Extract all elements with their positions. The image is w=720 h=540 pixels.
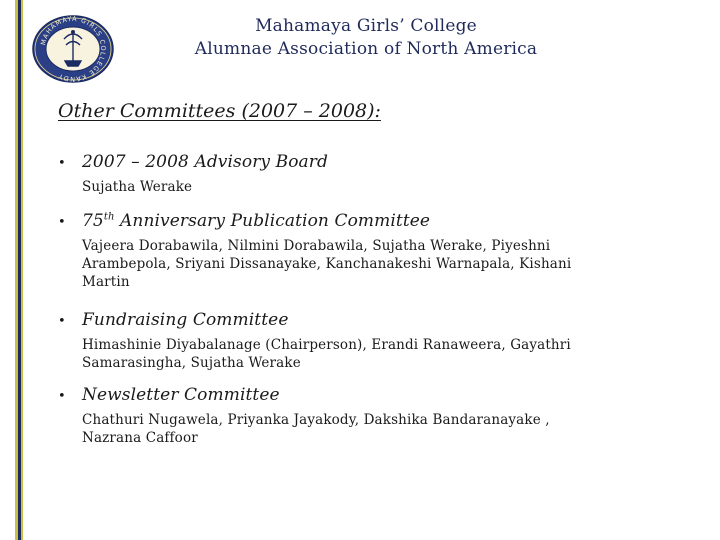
- committee-title: Newsletter Committee: [82, 385, 280, 405]
- title-ordinal-suffix: th: [103, 211, 115, 223]
- committee-anniversary-publication: [58, 211, 668, 291]
- committee-fundraising: [58, 310, 668, 372]
- bullet: •: [58, 314, 66, 329]
- committee-members: [82, 237, 668, 291]
- left-accent-bar-inner: [18, 0, 21, 540]
- header-association-name: Alumnae Association of North America: [194, 39, 538, 59]
- committee-members: [82, 336, 668, 372]
- committee-members: [82, 178, 668, 196]
- member-line: Nazrana Caffoor: [82, 430, 198, 446]
- committee-newsletter: [58, 385, 668, 447]
- bullet: •: [58, 389, 66, 404]
- member-line: Chathuri Nugawela, Priyanka Jayakody, Dakshika Bandaranayake ,: [82, 412, 550, 428]
- bullet: •: [58, 156, 66, 171]
- title-number: 75: [82, 211, 104, 231]
- page-title: Other Committees (2007 – 2008):: [58, 100, 381, 122]
- member-line: Vajeera Dorabawila, Nilmini Dorabawila, Sujatha Werake, Piyeshni: [82, 238, 551, 254]
- committee-title: Fundraising Committee: [82, 310, 289, 330]
- committee-members: [82, 411, 668, 447]
- bullet: •: [58, 215, 66, 230]
- member-line: Himashinie Diyabalanage (Chairperson), Erandi Ranaweera, Gayathri: [82, 337, 571, 353]
- title-rest: Anniversary Publication Committee: [114, 211, 431, 231]
- committee-title: [82, 211, 430, 231]
- member-line: Martin: [82, 274, 130, 290]
- committee-title: 2007 – 2008 Advisory Board: [82, 152, 329, 172]
- member-line: Samarasingha, Sujatha Werake: [82, 355, 301, 371]
- header-college-name: Mahamaya Girls’ College: [255, 16, 477, 36]
- committee-advisory-board: [58, 152, 668, 196]
- member-line: Sujatha Werake: [82, 179, 193, 195]
- member-line: Arambepola, Sriyani Dissanayake, Kanchanakeshi Warnapala, Kishani: [82, 256, 572, 272]
- crest-lettering: MAHAMAYA GIRLS COLLEGE KANDY: [39, 14, 108, 84]
